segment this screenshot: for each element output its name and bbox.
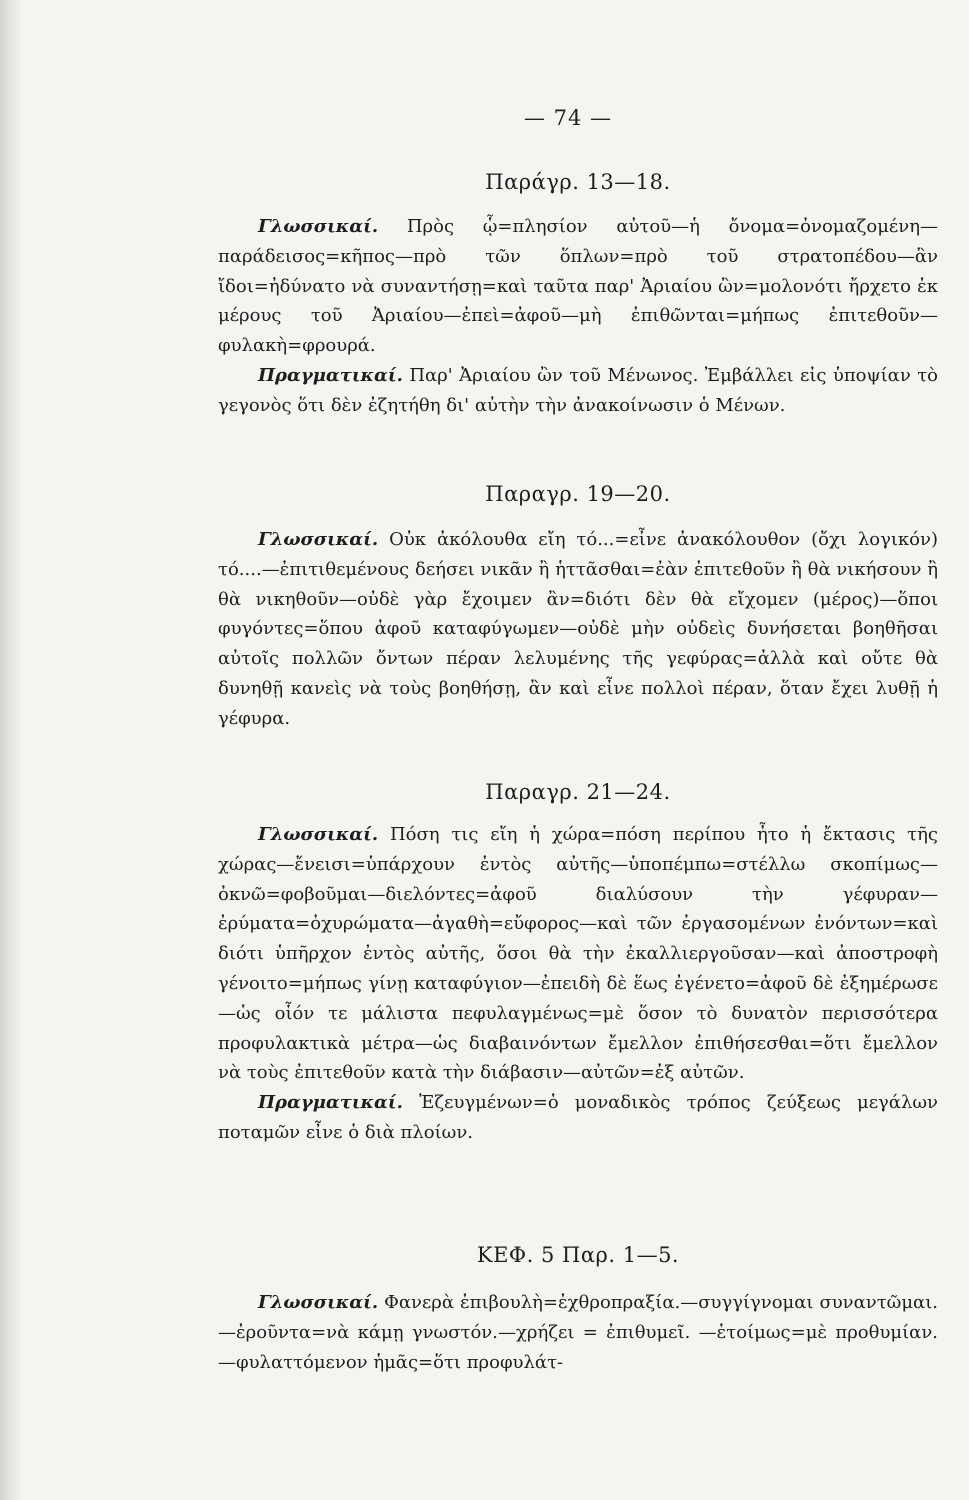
paragraph-label: Γλωσσικαί. [258, 529, 379, 550]
paragraph-text: Πρὸς ᾧ=πλησίον αὐτοῦ—ἡ ὄνομα=ὀνομαζομένη—παράδεισος=κῆπος—πρὸ τῶν ὅπλων=πρὸ τοῦ στρατοπέδου—ἂν ἴδοι=ἠδύνατο νὰ συναντήσῃ=καὶ ταῦτα παρ' Ἀριαίου ὢν=μολονότι ἤρχετο ἐκ μέρους τοῦ Ἀριαίου—ἐπεὶ=ἀφοῦ—μὴ ἐπιθῶνται=μήπως ἐπιτεθοῦν—φυλακὴ=φρουρά. [218, 216, 938, 357]
paragraph [218, 1088, 938, 1148]
section-heading: Παραγρ. 21—24. [485, 780, 671, 804]
section-body [218, 820, 938, 1148]
paragraph-label: Γλωσσικαί. [258, 824, 379, 845]
paragraph-label: Πραγματικαί. [258, 1092, 403, 1114]
paragraph [218, 820, 938, 1088]
paragraph [218, 525, 938, 734]
section-body [218, 212, 938, 421]
paragraph-text: Πόση τις εἴη ἡ χώρα=πόση περίπου ἦτο ἡ ἔκτασις τῆς χώρας—ἔνεισι=ὑπάρχουν ἐντὸς αὐτῆς—ὑποπέμπω=στέλλω σκοπίμως—ὀκνῶ=φοβοῦμαι—διελόντες=ἀφοῦ διαλύσουν τὴν γέφυραν—ἐρύματα=ὀχυρώματα—ἀγαθὴ=εὔφορος—καὶ τῶν ἐργασομένων ἐνόντων=καὶ διότι ὑπῆρχον ἐντὸς αὐτῆς, ὅσοι θὰ τὴν ἐκαλλιεργοῦσαν—καὶ ἀποστροφὴ γένοιτο=μήπως γίνῃ καταφύγιον—ἐπειδὴ δὲ ἕως ἐγένετο=ἀφοῦ δὲ ἐξημέρωσε—ὡς οἷόν τε μάλιστα πεφυλαγμένως=μὲ ὅσον τὸ δυνατὸν περισσότερα προφυλακτικὰ μέτρα—ὡς διαβαινόντων ἔμελλον ἐπιθήσεσθαι=ὅτι ἔμελλον νὰ τοὺς ἐπιτεθοῦν κατὰ τὴν διάβασιν—αὐτῶν=ἐξ αὐτῶν. [218, 824, 938, 1084]
paragraph [218, 1288, 938, 1377]
section-body [218, 525, 938, 734]
paragraph-text: Οὐκ ἀκόλουθα εἴη τό...=εἶνε ἀνακόλουθον (ὄχι λογικόν) τό....—ἐπιτιθεμένους δεήσει νικᾶν ἢ ἡττᾶσθαι=ἐὰν ἐπιτεθοῦν ἢ θὰ νικήσουν ἢ θὰ νικηθοῦν—οὐδὲ γὰρ ἔχοιμεν ἂν=διότι δὲν θὰ εἴχομεν (μέρος)—ὅποι φυγόντες=ὅπου ἀφοῦ καταφύγωμεν—οὐδὲ μὴν οὐδεὶς δυνήσεται βοηθῆσαι αὐτοῖς πολλῶν ὄντων πέραν λελυμένης τῆς γεφύρας=ἀλλὰ καὶ οὔτε θὰ δυνηθῇ κανεὶς νὰ τοὺς βοηθήσῃ, ἂν καὶ εἶνε πολλοὶ πέραν, ὅταν ἔχει λυθῇ ἡ γέφυρα. [218, 529, 938, 729]
paragraph [218, 361, 938, 421]
paragraph [218, 212, 938, 361]
section-heading: Παραγρ. 19—20. [485, 482, 671, 506]
section-heading: Παράγρ. 13—18. [485, 170, 671, 194]
paragraph-text: Ἐζευγμένων=ὁ μοναδικὸς τρόπος ζεύξεως μεγάλων ποταμῶν εἶνε ὁ διὰ πλοίων. [218, 1092, 938, 1143]
paragraph-label: Γλωσσικαί. [258, 1292, 379, 1313]
paragraph-text: Φανερὰ ἐπιβουλὴ=ἐχθροπραξία.—συγγίγνομαι συναντῶμαι.—ἐροῦντα=νὰ κάμῃ γνωστόν.—χρήζει = ἐπιθυμεῖ. —ἑτοίμως=μὲ προθυμίαν.—φυλαττόμενον ἡμᾶς=ὅτι προφυλάτ- [218, 1292, 938, 1373]
section-body [218, 1288, 938, 1377]
binding-gutter [0, 0, 22, 1500]
paragraph-text: Παρ' Ἀριαίου ὢν τοῦ Μένωνος. Ἐμβάλλει εἰς ὑποψίαν τὸ γεγονὸς ὅτι δὲν ἐζητήθη δι' αὐτὴν τὴν ἀνακοίνωσιν ὁ Μένων. [218, 364, 938, 416]
paragraph-label: Πραγματικαί. [258, 364, 403, 386]
paragraph-label: Γλωσσικαί. [258, 216, 379, 237]
section-heading: ΚΕΦ. 5 Παρ. 1—5. [476, 1243, 680, 1267]
page-number: — 74 — [523, 106, 613, 130]
